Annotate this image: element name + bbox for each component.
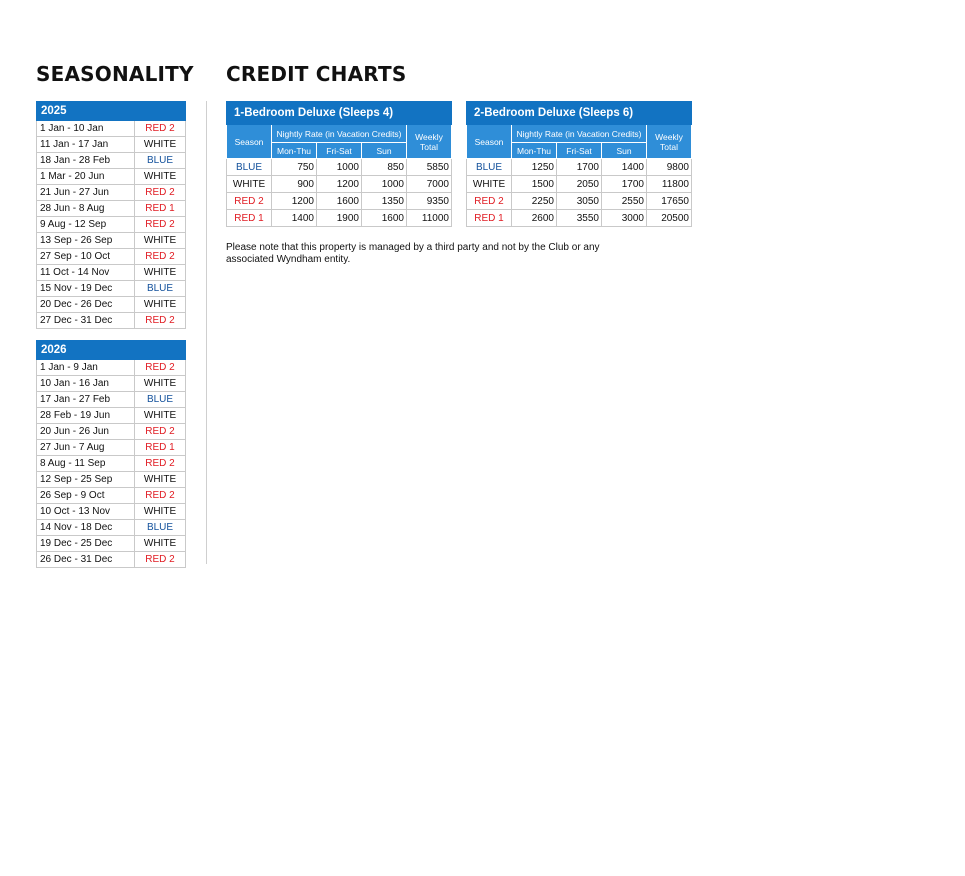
fri-sat-value: 3050 bbox=[557, 193, 602, 210]
mon-thu-value: 1400 bbox=[272, 210, 317, 227]
sun-value: 2550 bbox=[602, 193, 647, 210]
sun-value: 1000 bbox=[362, 176, 407, 193]
mon-thu-header: Mon-Thu bbox=[512, 143, 557, 159]
season-code: RED 2 bbox=[135, 456, 186, 472]
date-range: 1 Jan - 9 Jan bbox=[37, 360, 135, 376]
date-range: 10 Jan - 16 Jan bbox=[37, 376, 135, 392]
date-range: 19 Dec - 25 Dec bbox=[37, 536, 135, 552]
date-range: 9 Aug - 12 Sep bbox=[37, 217, 135, 233]
year-header: 2026 bbox=[37, 341, 186, 360]
credit-table-2-bedroom bbox=[466, 101, 692, 227]
table-row bbox=[37, 313, 186, 329]
seasonality-heading: SEASONALITY bbox=[36, 62, 194, 86]
fri-sat-value: 1700 bbox=[557, 159, 602, 176]
table-row bbox=[37, 472, 186, 488]
date-range: 12 Sep - 25 Sep bbox=[37, 472, 135, 488]
season-code: WHITE bbox=[135, 376, 186, 392]
season-code: BLUE bbox=[227, 159, 272, 176]
table-row bbox=[37, 424, 186, 440]
table-row bbox=[37, 217, 186, 233]
table-row bbox=[37, 249, 186, 265]
season-code: BLUE bbox=[135, 153, 186, 169]
season-code: RED 2 bbox=[227, 193, 272, 210]
sun-value: 3000 bbox=[602, 210, 647, 227]
table-row bbox=[37, 121, 186, 137]
table-row bbox=[227, 176, 452, 193]
table-row bbox=[227, 210, 452, 227]
date-range: 15 Nov - 19 Dec bbox=[37, 281, 135, 297]
season-code: WHITE bbox=[135, 408, 186, 424]
year-header: 2025 bbox=[37, 102, 186, 121]
column-divider bbox=[206, 101, 207, 564]
date-range: 21 Jun - 27 Jun bbox=[37, 185, 135, 201]
season-code: RED 2 bbox=[135, 121, 186, 137]
date-range: 26 Sep - 9 Oct bbox=[37, 488, 135, 504]
date-range: 11 Oct - 14 Nov bbox=[37, 265, 135, 281]
fri-sat-value: 1600 bbox=[317, 193, 362, 210]
season-code: RED 2 bbox=[135, 488, 186, 504]
season-code: WHITE bbox=[135, 504, 186, 520]
season-code: WHITE bbox=[135, 472, 186, 488]
seasonality-table-2026 bbox=[36, 340, 186, 568]
table-row bbox=[37, 201, 186, 217]
unit-title: 2-Bedroom Deluxe (Sleeps 6) bbox=[467, 102, 692, 125]
table-row bbox=[227, 159, 452, 176]
sun-value: 850 bbox=[362, 159, 407, 176]
mon-thu-value: 1200 bbox=[272, 193, 317, 210]
table-row bbox=[37, 265, 186, 281]
table-row bbox=[37, 520, 186, 536]
weekly-total-header: Weekly Total bbox=[407, 125, 452, 159]
table-row bbox=[37, 456, 186, 472]
sun-header: Sun bbox=[602, 143, 647, 159]
table-row bbox=[37, 408, 186, 424]
sun-value: 1700 bbox=[602, 176, 647, 193]
date-range: 17 Jan - 27 Feb bbox=[37, 392, 135, 408]
fri-sat-header: Fri-Sat bbox=[317, 143, 362, 159]
date-range: 11 Jan - 17 Jan bbox=[37, 137, 135, 153]
date-range: 27 Sep - 10 Oct bbox=[37, 249, 135, 265]
table-row bbox=[37, 281, 186, 297]
season-column-header: Season bbox=[467, 125, 512, 159]
date-range: 20 Dec - 26 Dec bbox=[37, 297, 135, 313]
table-row bbox=[37, 360, 186, 376]
season-code: BLUE bbox=[135, 392, 186, 408]
weekly-value: 9350 bbox=[407, 193, 452, 210]
season-column-header: Season bbox=[227, 125, 272, 159]
sun-value: 1600 bbox=[362, 210, 407, 227]
weekly-value: 20500 bbox=[647, 210, 692, 227]
nightly-rate-header: Nightly Rate (in Vacation Credits) bbox=[512, 125, 647, 143]
date-range: 13 Sep - 26 Sep bbox=[37, 233, 135, 249]
season-code: WHITE bbox=[135, 137, 186, 153]
table-row bbox=[37, 376, 186, 392]
season-code: RED 2 bbox=[135, 552, 186, 568]
fri-sat-value: 3550 bbox=[557, 210, 602, 227]
fri-sat-header: Fri-Sat bbox=[557, 143, 602, 159]
credit-charts-heading: CREDIT CHARTS bbox=[226, 62, 407, 86]
season-code: WHITE bbox=[227, 176, 272, 193]
fri-sat-value: 1900 bbox=[317, 210, 362, 227]
sun-value: 1400 bbox=[602, 159, 647, 176]
table-row bbox=[37, 552, 186, 568]
season-code: WHITE bbox=[135, 536, 186, 552]
season-code: RED 1 bbox=[135, 440, 186, 456]
mon-thu-header: Mon-Thu bbox=[272, 143, 317, 159]
fri-sat-value: 2050 bbox=[557, 176, 602, 193]
table-row bbox=[37, 504, 186, 520]
season-code: WHITE bbox=[467, 176, 512, 193]
date-range: 27 Jun - 7 Aug bbox=[37, 440, 135, 456]
seasonality-table-2025 bbox=[36, 101, 186, 329]
table-row bbox=[37, 137, 186, 153]
weekly-total-header: Weekly Total bbox=[647, 125, 692, 159]
table-row bbox=[37, 233, 186, 249]
table-row bbox=[467, 159, 692, 176]
season-code: BLUE bbox=[135, 520, 186, 536]
season-code: RED 2 bbox=[135, 185, 186, 201]
season-code: BLUE bbox=[135, 281, 186, 297]
date-range: 18 Jan - 28 Feb bbox=[37, 153, 135, 169]
table-row bbox=[37, 153, 186, 169]
disclaimer-note: Please note that this property is managed by a third party and not by the Club or any associated Wyndham entity. bbox=[226, 242, 600, 265]
season-code: RED 2 bbox=[135, 360, 186, 376]
date-range: 20 Jun - 26 Jun bbox=[37, 424, 135, 440]
season-code: RED 2 bbox=[135, 217, 186, 233]
weekly-value: 7000 bbox=[407, 176, 452, 193]
fri-sat-value: 1200 bbox=[317, 176, 362, 193]
table-row bbox=[37, 536, 186, 552]
season-code: RED 2 bbox=[135, 249, 186, 265]
date-range: 28 Jun - 8 Aug bbox=[37, 201, 135, 217]
table-row bbox=[37, 440, 186, 456]
sun-value: 1350 bbox=[362, 193, 407, 210]
season-code: BLUE bbox=[467, 159, 512, 176]
season-code: RED 2 bbox=[467, 193, 512, 210]
date-range: 10 Oct - 13 Nov bbox=[37, 504, 135, 520]
table-row bbox=[467, 193, 692, 210]
mon-thu-value: 1500 bbox=[512, 176, 557, 193]
weekly-value: 17650 bbox=[647, 193, 692, 210]
date-range: 1 Mar - 20 Jun bbox=[37, 169, 135, 185]
unit-title: 1-Bedroom Deluxe (Sleeps 4) bbox=[227, 102, 452, 125]
nightly-rate-header: Nightly Rate (in Vacation Credits) bbox=[272, 125, 407, 143]
date-range: 14 Nov - 18 Dec bbox=[37, 520, 135, 536]
table-row bbox=[467, 210, 692, 227]
date-range: 27 Dec - 31 Dec bbox=[37, 313, 135, 329]
season-code: WHITE bbox=[135, 169, 186, 185]
mon-thu-value: 2600 bbox=[512, 210, 557, 227]
weekly-value: 11000 bbox=[407, 210, 452, 227]
table-row bbox=[37, 297, 186, 313]
fri-sat-value: 1000 bbox=[317, 159, 362, 176]
date-range: 8 Aug - 11 Sep bbox=[37, 456, 135, 472]
table-row bbox=[37, 185, 186, 201]
mon-thu-value: 1250 bbox=[512, 159, 557, 176]
sun-header: Sun bbox=[362, 143, 407, 159]
season-code: RED 2 bbox=[135, 313, 186, 329]
weekly-value: 5850 bbox=[407, 159, 452, 176]
season-code: WHITE bbox=[135, 265, 186, 281]
weekly-value: 11800 bbox=[647, 176, 692, 193]
table-row bbox=[227, 193, 452, 210]
date-range: 28 Feb - 19 Jun bbox=[37, 408, 135, 424]
weekly-value: 9800 bbox=[647, 159, 692, 176]
mon-thu-value: 750 bbox=[272, 159, 317, 176]
season-code: RED 2 bbox=[135, 424, 186, 440]
season-code: RED 1 bbox=[227, 210, 272, 227]
season-code: WHITE bbox=[135, 233, 186, 249]
table-row bbox=[467, 176, 692, 193]
date-range: 26 Dec - 31 Dec bbox=[37, 552, 135, 568]
date-range: 1 Jan - 10 Jan bbox=[37, 121, 135, 137]
table-row bbox=[37, 392, 186, 408]
mon-thu-value: 900 bbox=[272, 176, 317, 193]
mon-thu-value: 2250 bbox=[512, 193, 557, 210]
credit-table-1-bedroom bbox=[226, 101, 452, 227]
table-row bbox=[37, 169, 186, 185]
season-code: RED 1 bbox=[135, 201, 186, 217]
table-row bbox=[37, 488, 186, 504]
season-code: RED 1 bbox=[467, 210, 512, 227]
season-code: WHITE bbox=[135, 297, 186, 313]
